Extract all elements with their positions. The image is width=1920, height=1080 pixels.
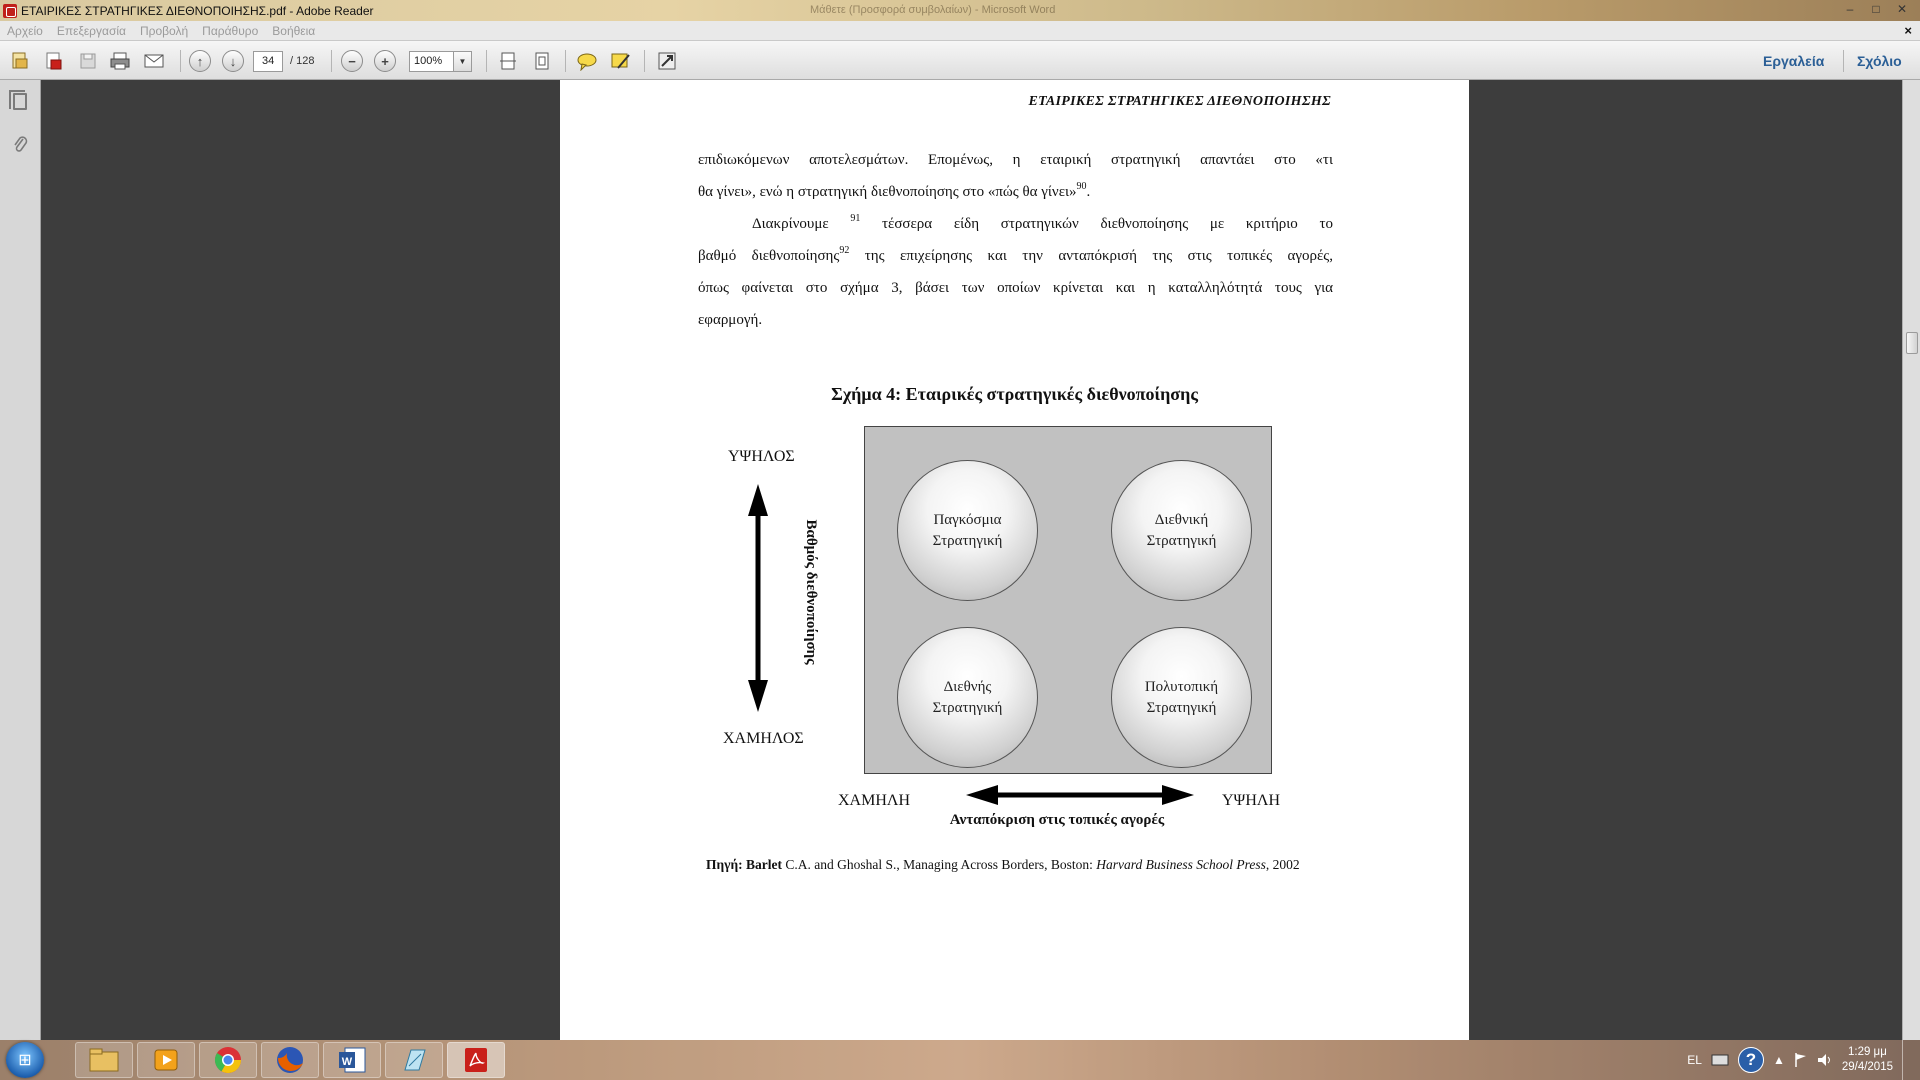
zoom-out-button[interactable]: [340, 49, 364, 73]
previous-page-button[interactable]: [188, 49, 212, 73]
action-center-flag-icon[interactable]: [1794, 1052, 1808, 1068]
menu-bar: [0, 21, 1920, 41]
page-thumbnails-button[interactable]: [9, 90, 31, 112]
minus-icon: −: [341, 50, 363, 72]
language-indicator[interactable]: EL: [1687, 1053, 1702, 1067]
quadrant-international-strategy: Διεθνής Στρατηγική: [897, 627, 1038, 768]
quadrant-transnational-strategy: Διεθνική Στρατηγική: [1111, 460, 1252, 601]
folder-icon: [88, 1047, 120, 1073]
menu-window[interactable]: Παράθυρο: [202, 23, 259, 38]
quadrant-global-strategy: Παγκόσμια Στρατηγική: [897, 460, 1038, 601]
paragraph-line: όπως φαίνεται στο σχήμα 3, βάσει των οποίων κρίνεται και η καταλληλότητά τους για: [698, 280, 1333, 296]
adobe-reader-icon: [3, 4, 17, 18]
clock[interactable]: [1842, 1045, 1893, 1075]
start-button[interactable]: [6, 1042, 44, 1078]
pages-icon: [13, 93, 27, 110]
windows-logo-icon: ⊞: [18, 1052, 32, 1069]
expand-icon: [657, 51, 677, 71]
taskbar: [0, 1040, 1920, 1080]
word-taskbar-button[interactable]: [323, 1042, 381, 1078]
paragraph-text: τέσσερα είδη στρατηγικών διεθνοποίησης με κριτήριο το: [860, 216, 1334, 232]
create-pdf-icon[interactable]: [42, 49, 66, 73]
full-screen-button[interactable]: [655, 49, 679, 73]
menu-help[interactable]: Βοήθεια: [272, 23, 316, 38]
figure-title: Σχήμα 4: Εταιρικές στρατηγικές διεθνοποίησης: [831, 384, 1198, 404]
y-axis-high-label: ΥΨΗΛΟΣ: [728, 448, 795, 465]
clock-time: 1:29 μμ: [1847, 1046, 1887, 1058]
firefox-taskbar-button[interactable]: [261, 1042, 319, 1078]
running-header: ΕΤΑΙΡΙΚΕΣ ΣΤΡΑΤΗΓΙΚΕΣ ΔΙΕΘΝΟΠΟΙΗΣΗΣ: [1028, 94, 1331, 109]
explorer-taskbar-button[interactable]: [75, 1042, 133, 1078]
page-number-input[interactable]: 34: [253, 51, 283, 72]
volume-icon[interactable]: [1817, 1052, 1833, 1068]
firefox-icon: [275, 1045, 305, 1075]
close-document-button[interactable]: ×: [1904, 23, 1912, 38]
minimize-button[interactable]: –: [1846, 1, 1854, 16]
paragraph-line: θα γίνει», ενώ η στρατηγική διεθνοποίησης στο «πώς θα γίνει»$^{90}$.: [698, 181, 1091, 200]
notepad-taskbar-button[interactable]: [385, 1042, 443, 1078]
menu-edit[interactable]: Επεξεργασία: [56, 23, 126, 38]
menu-file[interactable]: Αρχείο: [7, 23, 43, 38]
svg-text:W: W: [341, 1056, 353, 1068]
scrollbar-thumb[interactable]: [1906, 332, 1918, 354]
paragraph-text: βαθμό διεθνοποίησης: [698, 248, 840, 264]
fit-width-icon: [499, 51, 517, 71]
fit-width-button[interactable]: [496, 49, 520, 73]
window-title: ΕΤΑΙΡΙΚΕΣ ΣΤΡΑΤΗΓΙΚΕΣ ΔΙΕΘΝΟΠΟΙΗΣΗΣ.pdf - Adobe Reader: [21, 3, 374, 18]
highlighter-icon: [610, 51, 632, 71]
email-icon[interactable]: [142, 49, 166, 73]
x-axis-title: Ανταπόκριση στις τοπικές αγορές: [949, 812, 1165, 828]
media-player-icon: [152, 1047, 180, 1073]
fit-page-icon: [533, 51, 551, 71]
footnote-ref[interactable]: 92: [839, 245, 850, 256]
adobe-reader-icon: [461, 1046, 491, 1074]
keyboard-icon[interactable]: [1711, 1053, 1729, 1067]
paragraph-text: της επιχείρησης και την ανταπόκρισή της στις τοπικές αγορές,: [849, 248, 1333, 264]
quadrant-multidomestic-strategy: Πολυτοπική Στρατηγική: [1111, 627, 1252, 768]
zoom-dropdown-button[interactable]: [453, 51, 472, 72]
paragraph-line: [698, 208, 1333, 240]
window-controls: [1838, 0, 1914, 17]
title-bar: [0, 0, 1920, 21]
next-page-button[interactable]: [221, 49, 245, 73]
chrome-icon: [213, 1045, 243, 1075]
paragraph-text: Διακρίνουμε: [752, 216, 829, 232]
show-hidden-icons[interactable]: ▲: [1772, 1053, 1785, 1067]
media-player-taskbar-button[interactable]: [137, 1042, 195, 1078]
menu-view[interactable]: Προβολή: [139, 23, 189, 38]
paperclip-icon: [12, 134, 28, 154]
tools-panel-link[interactable]: Εργαλεία: [1763, 53, 1825, 69]
comment-panel-link[interactable]: Σχόλιο: [1857, 53, 1902, 69]
print-icon[interactable]: [108, 49, 132, 73]
arrow-up-icon: ↑: [189, 50, 211, 72]
vertical-scrollbar[interactable]: [1902, 80, 1920, 1040]
figure-source: Πηγή: Barlet C.A. and Ghoshal S., Managing Across Borders, Boston: Harvard Business School Press, 2002: [706, 857, 1300, 872]
open-file-icon[interactable]: [8, 49, 32, 73]
page-total: / 128: [290, 55, 315, 67]
sticky-note-button[interactable]: [575, 49, 599, 73]
pdf-page: [560, 80, 1469, 1040]
highlight-button[interactable]: [609, 49, 633, 73]
document-viewport: [42, 80, 1902, 1040]
maximize-button[interactable]: □: [1872, 1, 1880, 16]
chevron-down-icon: ▼: [458, 57, 467, 66]
attachments-button[interactable]: [9, 133, 31, 155]
navigation-pane: [0, 80, 41, 1040]
clock-date: 29/4/2015: [1841, 1061, 1893, 1073]
paragraph-line: επιδιωκόμενων αποτελεσμάτων. Επομένως, η εταιρική στρατηγική απαντάει στο «τι: [698, 152, 1333, 168]
zoom-in-button[interactable]: [373, 49, 397, 73]
notepad-icon: [399, 1046, 429, 1074]
zoom-input[interactable]: 100%: [409, 51, 455, 72]
footnote-ref[interactable]: 90: [1076, 181, 1087, 192]
adobe-reader-taskbar-button[interactable]: [447, 1042, 505, 1078]
fit-page-button[interactable]: [530, 49, 554, 73]
x-axis-arrow: [966, 783, 1194, 807]
toolbar: [0, 41, 1920, 80]
arrow-down-icon: ↓: [222, 50, 244, 72]
save-icon[interactable]: [76, 49, 100, 73]
y-axis-arrow: [746, 484, 770, 712]
y-axis-title: Βαθμός διεθνοποίησης: [803, 519, 819, 665]
system-tray: [1687, 1040, 1920, 1080]
word-icon: [337, 1046, 367, 1074]
background-window-title: Μάθετε (Προσφορά συμβολαίων) - Microsoft Word: [810, 4, 1056, 16]
footnote-ref[interactable]: 91: [850, 213, 861, 224]
paragraph-line: [698, 240, 1333, 272]
close-button[interactable]: ✕: [1896, 1, 1908, 16]
y-axis-low-label: ΧΑΜΗΛΟΣ: [723, 730, 804, 747]
show-desktop-button[interactable]: [1902, 1040, 1912, 1080]
figure-matrix: [864, 426, 1272, 774]
x-axis-low-label: ΧΑΜΗΛΗ: [838, 792, 911, 809]
plus-icon: +: [374, 50, 396, 72]
help-icon[interactable]: ?: [1738, 1047, 1764, 1073]
x-axis-high-label: ΥΨΗΛΗ: [1222, 792, 1281, 809]
paragraph-line: εφαρμογή.: [698, 312, 763, 328]
chrome-taskbar-button[interactable]: [199, 1042, 257, 1078]
comment-bubble-icon: [576, 51, 598, 71]
paragraph-text: θα γίνει», ενώ η στρατηγική διεθνοποίησης στο «πώς θα γίνει»: [698, 184, 1077, 200]
